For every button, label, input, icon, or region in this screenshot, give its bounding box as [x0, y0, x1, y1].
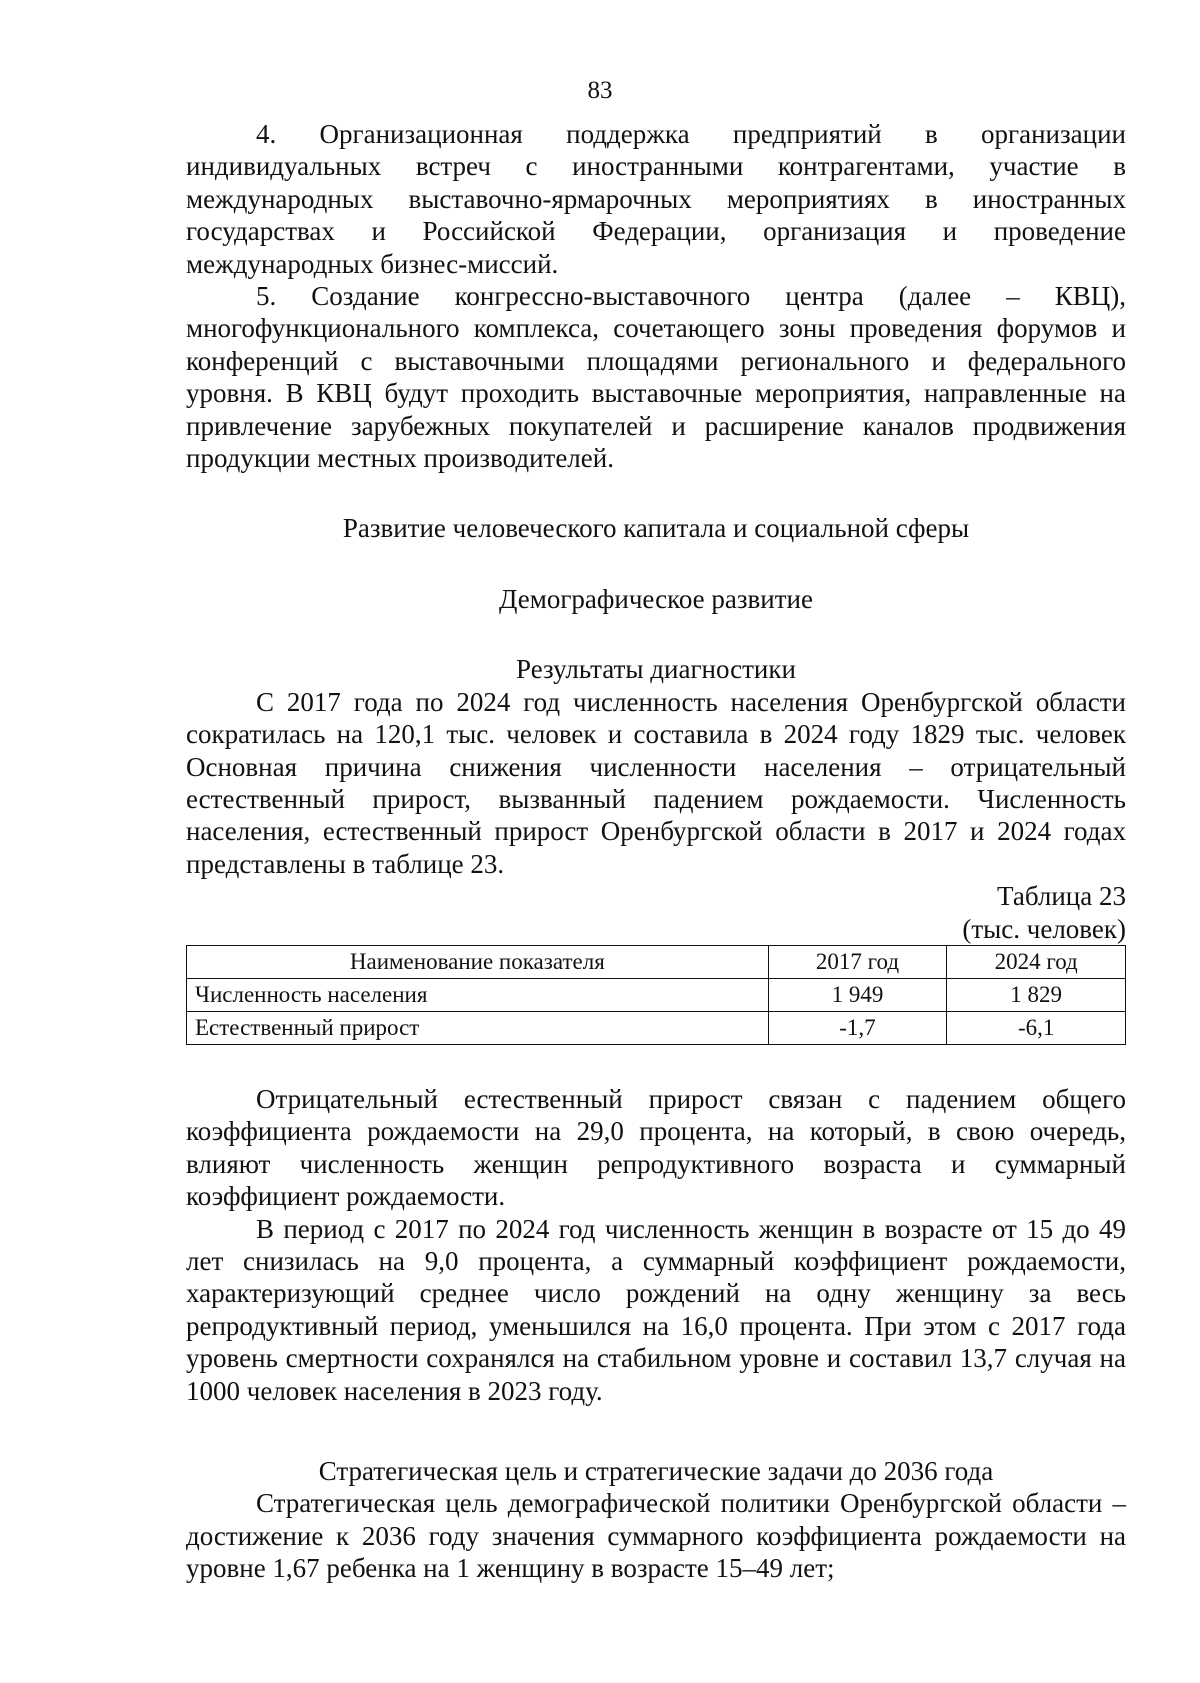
section-heading: Развитие человеческого капитала и социальной сферы	[342, 513, 970, 544]
table-row	[187, 978, 1126, 1011]
table-cell-indicator: Численность населения	[187, 978, 769, 1011]
page-number: 83	[587, 77, 613, 104]
table-header-indicator: Наименование показателя	[187, 945, 769, 978]
diagnostics-paragraph: С 2017 года по 2024 год численность населения Оренбургской области сократилась на 120,1 тыс. человек и составила в 2024 году 1829 тыс. человек Основная причина снижения численности населения – отрицательный естественный прирост, вызванный падением рождаемости. Численность населения, естественный прирост Оренбургской области в 2017 и 2024 годах представлены в таблице 23.	[186, 686, 1126, 879]
table-cell-2024: -6,1	[947, 1011, 1126, 1044]
table-header-2017: 2017 год	[768, 945, 947, 978]
table-header-2024: 2024 год	[947, 945, 1126, 978]
table-cell-2017: 1 949	[768, 978, 947, 1011]
paragraph-item-5: 5. Создание конгрессно-выставочного центра (далее – КВЦ), многофункционального комплекса, сочетающего зоны проведения форумов и конференций с выставочными площадями регионального и федерального уровня. В КВЦ будут проходить выставочные мероприятия, направленные на привлечение зарубежных покупателей и расширение каналов продвижения продукции местных производителей.	[186, 281, 1126, 474]
table-cell-2024: 1 829	[947, 978, 1126, 1011]
diagnostics-heading: Результаты диагностики	[516, 654, 796, 685]
table-caption: Таблица 23	[997, 881, 1126, 912]
subsection-heading: Демографическое развитие	[499, 583, 813, 614]
goal-paragraph: Стратегическая цель демографической политики Оренбургской области – достижение к 2036 году значения суммарного коэффициента рождаемости на уровне 1,67 ребенка на 1 женщину в возрасте 15–49 лет;	[186, 1488, 1126, 1584]
population-table	[186, 945, 1126, 1045]
table-units: (тыс. человек)	[962, 913, 1126, 944]
paragraph-natural-growth: Отрицательный естественный прирост связан с падением общего коэффициента рождаемости на 29,0 процента, на который, в свою очередь, влияют численность женщин репродуктивного возраста и суммарный коэффициент рождаемости.	[186, 1083, 1126, 1212]
table-cell-2017: -1,7	[768, 1011, 947, 1044]
table-row	[187, 1011, 1126, 1044]
paragraph-item-4: 4. Организационная поддержка предприятий в организации индивидуальных встреч с иностранными контрагентами, участие в международных выставочно-ярмарочных мероприятиях в иностранных государствах и Российской Федерации, организация и проведение международных бизнес-миссий.	[186, 119, 1126, 279]
table-cell-indicator: Естественный прирост	[187, 1011, 769, 1044]
page-content	[186, 118, 1126, 1585]
goal-heading: Стратегическая цель и стратегические задачи до 2036 года	[318, 1456, 994, 1486]
table-header-row	[187, 945, 1126, 978]
paragraph-women-fertility: В период с 2017 по 2024 год численность женщин в возрасте от 15 до 49 лет снизилась на 9,0 процента, а суммарный коэффициент рождаемости, характеризующий среднее число рождений на одну женщину за весь репродуктивный период, уменьшился на 16,0 процента. При этом с 2017 года уровень смертности сохранялся на стабильном уровне и составил 13,7 случая на 1000 человек населения в 2023 году.	[186, 1213, 1126, 1406]
